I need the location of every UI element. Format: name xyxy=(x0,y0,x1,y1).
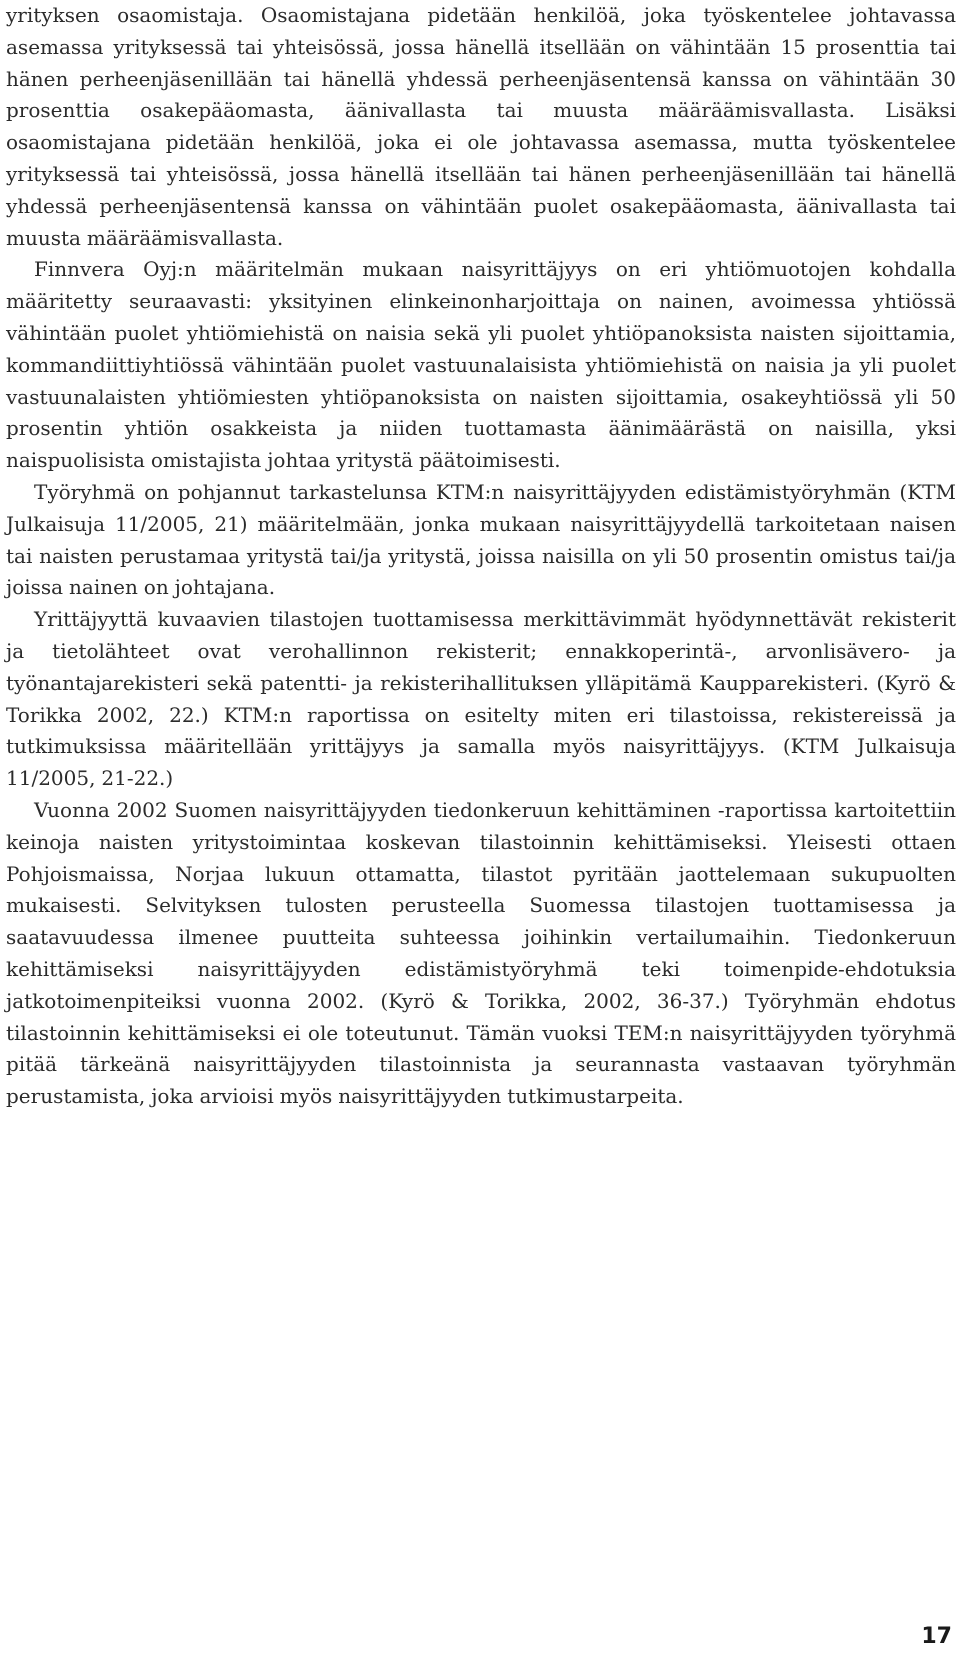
page-number: 17 xyxy=(921,1624,952,1649)
paragraph-finnvera-definition: Finnvera Oyj:n määritelmän mukaan naisyrittäjyys on eri yhtiömuotojen kohdalla määritetty seuraavasti: yksityinen elinkeinonharjoittaja on nainen, avoimessa yhtiössä vähintään puolet yhtiömiehistä on naisia sekä yli puolet yhtiöpanoksista naisten sijoittamia, kommandiittiyhtiössä vähintään puolet vastuunalaisista yhtiömiehistä on naisia ja yli puolet vastuunalaisten yhtiömiesten yhtiöpanoksista on naisten sijoittamia, osakeyhtiössä yli 50 prosentin yhtiön osakkeista ja niiden tuottamasta äänimäärästä on naisilla, yksi naispuolisista omistajista johtaa yritystä päätoimisesti. xyxy=(6,257,956,473)
paragraph-ownership-definition: yrityksen osaomistaja. Osaomistajana pidetään henkilöä, joka työskentelee johtavassa asemassa yrityksessä tai yhteisössä, jossa hänellä itsellään on vähintään 15 prosenttia tai hänen perheenjäsenillään tai hänellä yhdessä perheenjäsentensä kanssa on vähintään 30 prosenttia osakepääomasta, äänivallasta tai muusta määräämisvallasta. Lisäksi osaomistajana pidetään henkilöä, joka ei ole johtavassa asemassa, mutta työskentelee yrityksessä tai yhteisössä, jossa hänellä itsellään tai hänen perheenjäsenillään tai hänellä yhdessä perheenjäsentensä kanssa on vähintään puolet osakepääomasta, äänivallasta tai muusta määräämisvallasta. xyxy=(6,3,956,250)
paragraph-registers: Yrittäjyyttä kuvaavien tilastojen tuottamisessa merkittävimmät hyödynnettävät rekisterit ja tietolähteet ovat verohallinnon rekisterit; ennakkoperintä-, arvonlisävero- ja työnantajarekisteri sekä patentti- ja rekisterihallituksen ylläpitämä Kaupparekisteri. (Kyrö & Torikka 2002, 22.) KTM:n raportissa on esitelty miten eri tilastoissa, rekistereissä ja tutkimuksissa määritellään yrittäjyys ja samalla myös naisyrittäjyys. (KTM Julkaisuja 11/2005, 21-22.) xyxy=(6,607,956,791)
document-page xyxy=(6,0,956,1113)
body-text xyxy=(6,0,956,1113)
paragraph-ktm-definition: Työryhmä on pohjannut tarkastelunsa KTM:n naisyrittäjyyden edistämistyöryhmän (KTM Julkaisuja 11/2005, 21) määritelmään, jonka mukaan naisyrittäjyydellä tarkoitetaan naisen tai naisten perustamaa yritystä tai/ja yritystä, joissa naisilla on yli 50 prosentin omistus tai/ja joissa nainen on johtajana. xyxy=(6,479,956,600)
paragraph-data-collection-2002: Vuonna 2002 Suomen naisyrittäjyyden tiedonkeruun kehittäminen -raportissa kartoitettiin keinoja naisten yritystoimintaa koskevan tilastoinnin kehittämiseksi. Yleisesti ottaen Pohjoismaissa, Norjaa lukuun ottamatta, tilastot pyritään jaottelemaan sukupuolten mukaisesti. Selvityksen tulosten perusteella Suomessa tilastojen tuottamisessa ja saatavuudessa ilmenee puutteita suhteessa joihinkin vertailumaihin. Tiedonkeruun kehittämiseksi naisyrittäjyyden edistämistyöryhmä teki toimenpide-ehdotuksia jatkotoimenpiteiksi vuonna 2002. (Kyrö & Torikka, 2002, 36-37.) Työryhmän ehdotus tilastoinnin kehittämiseksi ei ole toteutunut. Tämän vuoksi TEM:n naisyrittäjyyden työryhmä pitää tärkeänä naisyrittäjyyden tilastoinnista ja seurannasta vastaavan työryhmän perustamista, joka arvioisi myös naisyrittäjyyden tutkimustarpeita. xyxy=(6,797,956,1109)
